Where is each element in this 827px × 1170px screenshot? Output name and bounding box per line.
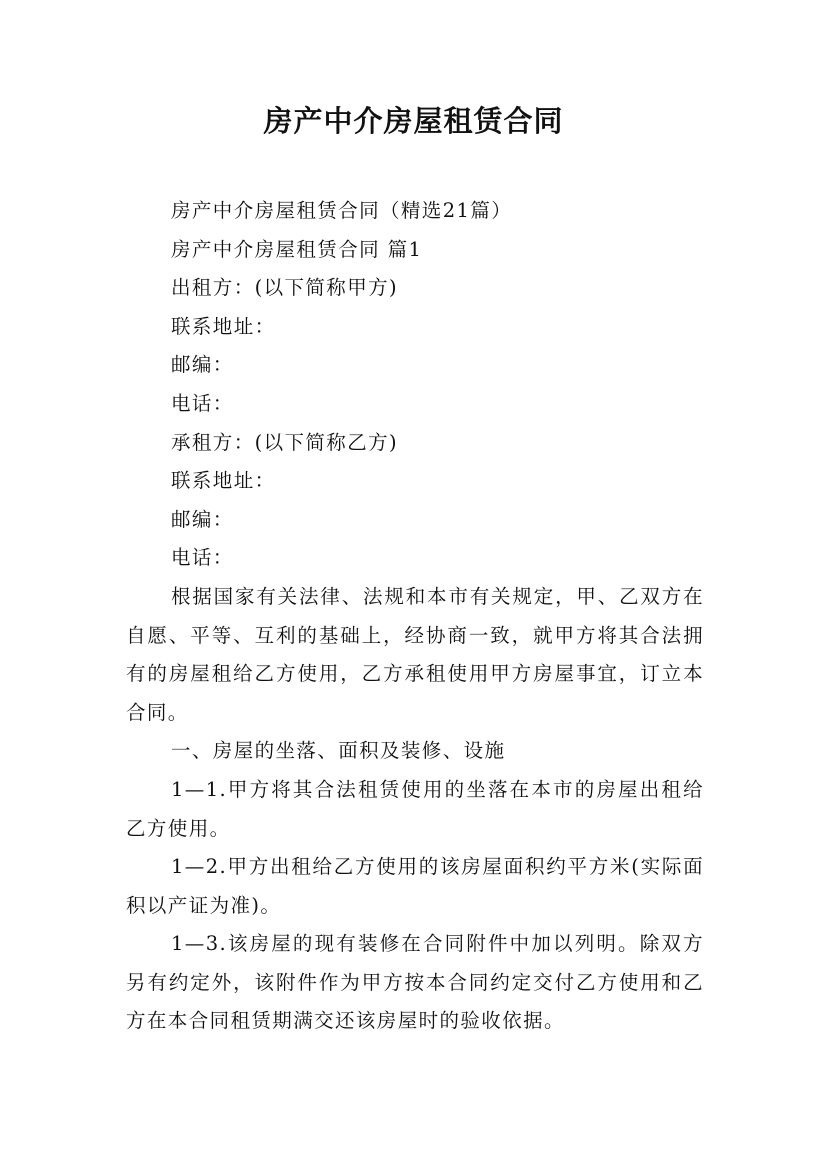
clause-1-heading: 一、房屋的坐落、面积及装修、设施 (171, 739, 506, 763)
lessor-postcode-field: 邮编： (171, 353, 234, 377)
document-title: 房产中介房屋租赁合同 (263, 104, 564, 138)
lessee-address-field: 联系地址： (171, 469, 276, 493)
document-body (126, 192, 704, 1041)
clause-1-2-paragraph: 1—2.甲方出租给乙方使用的该房屋面积约平方米(实际面积以产证为准)。 (126, 855, 704, 917)
clause-1-3-paragraph: 1—3.该房屋的现有装修在合同附件中加以列明。除双方另有约定外，该附件作为甲方按本合同约定交付乙方使用和乙方在本合同租赁期满交还该房屋时的验收依据。 (126, 932, 704, 1033)
lessee-phone-field: 电话： (171, 546, 234, 570)
subtitle-line: 房产中介房屋租赁合同（精选21篇） (171, 199, 513, 222)
intro-paragraph: 根据国家有关法律、法规和本市有关规定，甲、乙双方在自愿、平等、互利的基础上，经协商一致，就甲方将其合法拥有的房屋租给乙方使用，乙方承租使用甲方房屋事宜，订立本合同。 (126, 584, 704, 724)
clause-1-1-paragraph: 1—1.甲方将其合法租赁使用的坐落在本市的房屋出租给乙方使用。 (126, 777, 704, 840)
lessor-address-field: 联系地址： (171, 314, 276, 338)
lessee-label: 承租方：(以下简称乙方) (171, 430, 399, 454)
lessor-phone-field: 电话： (171, 391, 234, 415)
lessor-label: 出租方：(以下简称甲方) (171, 276, 399, 300)
lessee-postcode-field: 邮编： (171, 507, 234, 531)
section-heading: 房产中介房屋租赁合同 篇1 (171, 237, 423, 261)
